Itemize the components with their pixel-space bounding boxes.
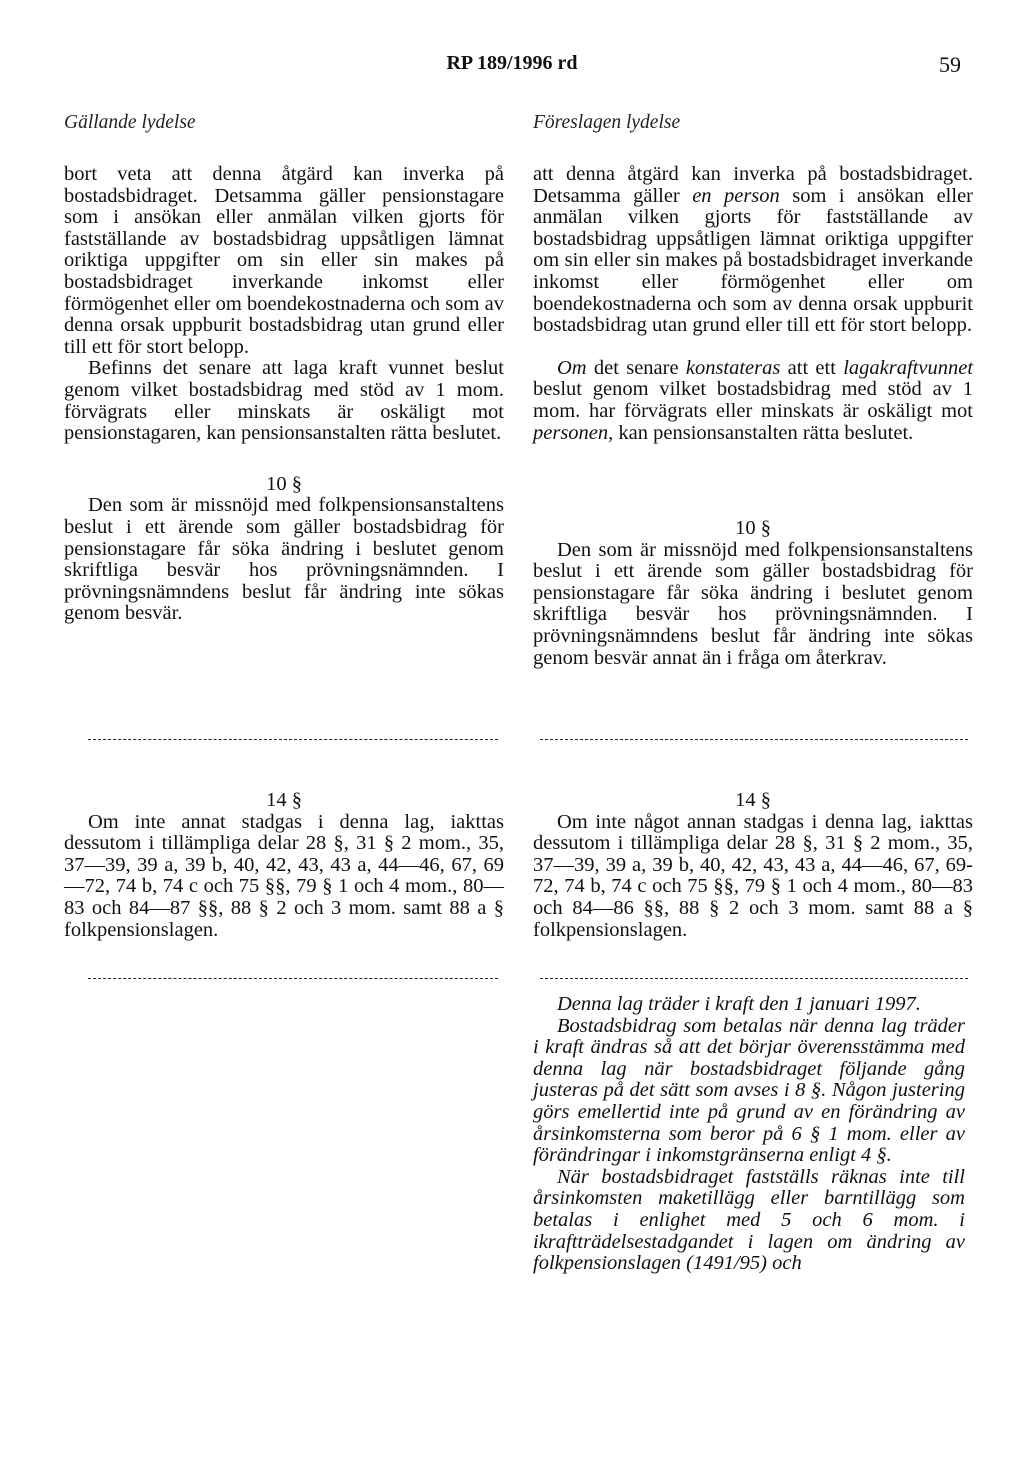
- left-dashed-separator-2: [88, 978, 498, 979]
- right-section-10-heading: 10 §: [735, 517, 771, 539]
- right-column-heading: Föreslagen lydelse: [533, 112, 681, 133]
- left-paragraph-4: Om inte annat stadgas i denna lag, iakttas dessutom i tillämpliga delar 28 §, 31 § 2 mom., 35, 37—39, 39 a, 39 b, 40, 42, 43, 43 a, 44—46, 67, 69—72, 74 b, 74 c och 75 §§, 79 § 1 och 4 mom., 80—83 och 84—87 §§, 88 § 2 och 3 mom. samt 88 a § folkpensionslagen.: [64, 810, 504, 941]
- right-paragraph-2: Om det senare konstateras att ett lagakraftvunnet beslut genom vilket bostadsbidrag med stöd av 1 mom. har förvägrats eller minskats är oskäligt mot personen, kan pensionsanstalten rätta beslutet.: [533, 356, 974, 444]
- right-column-mid: [533, 518, 973, 669]
- transitional-paragraph-2: Bostadsbidrag som betalas när denna lag träder i kraft ändras så att det börjar överensstämma med denna lag när bostadsbidraget följande gång justeras på det sätt som avses i 8 §. Någon justering görs emellertid inte på grund av en förändring av årsinkomsterna som beror på 6 § 1 mom. eller av förändringar i inkomstgränserna enligt 4 §.: [533, 1014, 965, 1167]
- right-paragraph-3: Den som är missnöjd med folkpensionsanstaltens beslut i ett ärende som gäller bostadsbidrag för pensionstagare får söka ändring i beslutet genom skriftliga besvär hos prövningsnämnden. I prövningsnämndens beslut får ändring inte sökas genom besvär annat än i fråga om återkrav.: [533, 538, 973, 669]
- right-transitional-provisions: [533, 994, 965, 1275]
- transitional-paragraph-1: Denna lag träder i kraft den 1 januari 1997.: [557, 993, 921, 1015]
- right-section-14-heading: 14 §: [735, 789, 771, 811]
- right-paragraph-4: Om inte något annan stadgas i denna lag, iakttas dessutom i tillämpliga delar 28 §, 31 § 2 mom., 35, 37—39, 39 a, 39 b, 40, 42, 43, 43 a, 44—46, 67, 69-72, 74 b, 74 c och 75 §§, 79 § 1 och 4 mom., 80—83 och 84—86 §§, 88 § 2 och 3 mom. samt 88 a § folkpensionslagen.: [533, 810, 973, 941]
- right-dashed-separator-1: [540, 739, 968, 740]
- right-column-lower: [533, 790, 973, 941]
- left-column-lower: [64, 790, 504, 941]
- left-column-heading: Gällande lydelse: [64, 112, 196, 133]
- right-paragraph-1: att denna åtgärd kan inverka på bostadsbidraget. Detsamma gäller en person som i ansökan eller anmälan vilken gjorts för fastställande av bostadsbidrag uppsåtligen lämnat oriktiga uppgifter om sin eller sin makes på bostadsbidraget inverkande inkomst eller förmögenhet eller om boendekostnaderna och som av denna orsak uppburit bostadsbidrag utan grund eller till ett för stort belopp.: [533, 163, 973, 337]
- page-number: 59: [939, 52, 961, 77]
- left-dashed-separator-1: [88, 739, 498, 740]
- right-dashed-separator-2: [540, 978, 968, 979]
- left-paragraph-3: Den som är missnöjd med folkpensionsanstaltens beslut i ett ärende som gäller bostadsbidrag för pensionstagare får söka ändring i beslutet genom skriftliga besvär hos prövningsnämnden. I prövningsnämndens beslut får ändring inte sökas genom besvär.: [64, 494, 504, 625]
- left-section-14-heading: 14 §: [266, 789, 302, 811]
- left-section-10-heading: 10 §: [266, 472, 302, 495]
- page-header-title: RP 189/1996 rd: [446, 52, 578, 74]
- left-column-upper: [64, 164, 504, 625]
- left-paragraph-1: bort veta att denna åtgärd kan inverka på bostadsbidraget. Detsamma gäller pensionstagare som i ansökan eller anmälan vilken gjorts för fastställande av bostadsbidrag uppsåtligen lämnat oriktiga uppgifter om sin eller sin makes på bostadsbidraget inverkande inkomst eller förmögenhet eller om boendekostnaderna och som av denna orsak uppburit bostadsbidrag utan grund eller till ett för stort belopp.: [64, 163, 504, 358]
- transitional-paragraph-3: När bostadsbidraget fastställs räknas inte till årsinkomsten maketillägg eller barntillägg som betalas i enlighet med 5 och 6 mom. i ikraftträdelsestadgandet i lagen om ändring av folkpensionslagen (1491/95) och: [533, 1165, 965, 1275]
- right-column-upper: [533, 164, 973, 444]
- left-paragraph-2: Befinns det senare att laga kraft vunnet beslut genom vilket bostadsbidrag med stöd av 1 mom. förvägrats eller minskats är oskäligt mot pensionstagaren, kan pensionsanstalten rätta beslutet.: [64, 357, 504, 445]
